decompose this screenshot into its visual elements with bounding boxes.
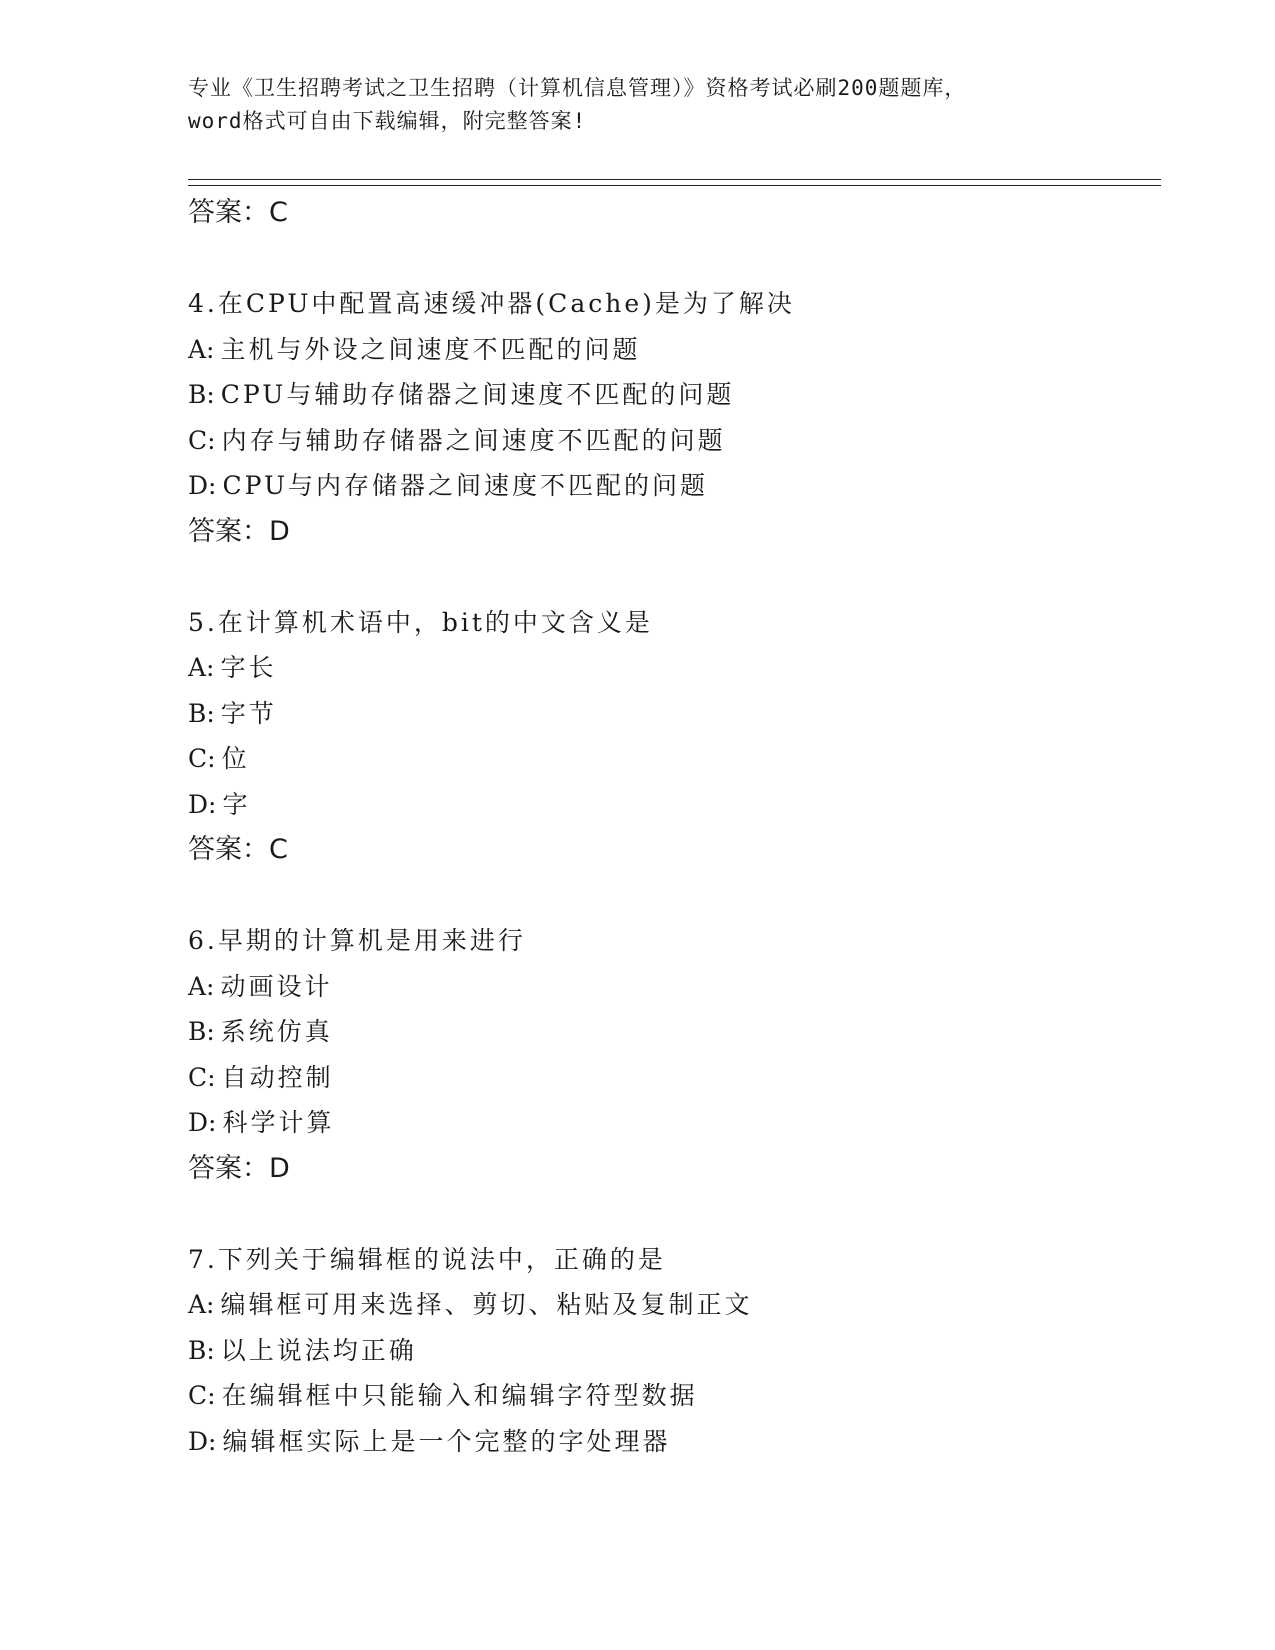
option-b <box>188 1009 1168 1055</box>
question-list <box>188 190 1168 1464</box>
option-b <box>188 372 1168 418</box>
option-text: 以上说法均正确 <box>220 1335 417 1365</box>
question-text: 4.在CPU中配置高速缓冲器(Cache)是为了解决 <box>188 289 795 318</box>
option-letter: A: <box>188 971 215 1001</box>
spacer <box>188 236 1168 281</box>
option-text: CPU与内存储器之间速度不匹配的问题 <box>222 471 709 500</box>
header-line-2: word格式可自由下载编辑，附完整答案! <box>188 109 587 133</box>
option-text: 字长 <box>220 653 277 682</box>
option-a <box>188 1282 1168 1328</box>
option-letter: D: <box>188 471 217 500</box>
option-c <box>188 418 1168 464</box>
option-letter: D: <box>188 789 217 819</box>
question-text: 6.早期的计算机是用来进行 <box>188 926 526 955</box>
option-text: 编辑框可用来选择、剪切、粘贴及复制正文 <box>220 1290 753 1319</box>
option-b <box>188 691 1168 737</box>
option-a <box>188 964 1168 1010</box>
answer-line: 答案：C <box>188 197 288 228</box>
option-text: 内存与辅助存储器之间速度不匹配的问题 <box>221 425 726 455</box>
header-line-1: 专业《卫生招聘考试之卫生招聘（计算机信息管理）》资格考试必刷200题题库， <box>188 76 967 100</box>
spacer <box>188 873 1168 918</box>
option-c <box>188 1055 1168 1101</box>
option-letter: D: <box>188 1108 217 1137</box>
question-block <box>188 918 1168 1192</box>
option-letter: A: <box>188 1290 215 1319</box>
option-text: 字节 <box>220 698 277 728</box>
question-block <box>188 281 1168 555</box>
option-text: 科学计算 <box>222 1108 335 1137</box>
spacer <box>188 555 1168 600</box>
option-letter: A: <box>188 653 215 682</box>
option-text: 编辑框实际上是一个完整的字处理器 <box>222 1426 671 1456</box>
question-block <box>188 1237 1168 1465</box>
answer-line: 答案：D <box>188 1152 290 1184</box>
option-text: 自动控制 <box>221 1062 334 1092</box>
option-letter: B: <box>188 1017 215 1046</box>
answer-line: 答案：D <box>188 515 290 547</box>
option-a <box>188 645 1168 691</box>
option-text: 动画设计 <box>220 971 333 1001</box>
option-d <box>188 782 1168 828</box>
option-c <box>188 1373 1168 1419</box>
option-b <box>188 1328 1168 1374</box>
option-text: 位 <box>221 744 250 773</box>
option-text: 在编辑框中只能输入和编辑字符型数据 <box>221 1381 698 1410</box>
option-text: 字 <box>222 789 251 819</box>
option-c <box>188 736 1168 782</box>
answer-line: 答案：C <box>188 834 288 865</box>
option-letter: B: <box>188 1335 215 1365</box>
option-letter: B: <box>188 380 215 409</box>
option-text: 主机与外设之间速度不匹配的问题 <box>220 334 641 364</box>
option-letter: C: <box>188 425 216 455</box>
option-d <box>188 1100 1168 1146</box>
header-divider-top <box>188 179 1161 180</box>
option-d <box>188 463 1168 509</box>
option-d <box>188 1419 1168 1465</box>
option-letter: D: <box>188 1426 217 1456</box>
option-letter: B: <box>188 698 215 728</box>
option-text: 系统仿真 <box>220 1017 333 1046</box>
question-text: 7.下列关于编辑框的说法中，正确的是 <box>188 1244 666 1274</box>
document-header <box>188 72 1088 138</box>
question-text: 5.在计算机术语中，bit的中文含义是 <box>188 607 653 637</box>
option-text: CPU与辅助存储器之间速度不匹配的问题 <box>220 380 735 409</box>
option-a <box>188 327 1168 373</box>
question-block <box>188 600 1168 874</box>
option-letter: C: <box>188 1381 216 1410</box>
header-divider-bottom <box>188 185 1161 186</box>
spacer <box>188 1192 1168 1237</box>
option-letter: A: <box>188 334 215 364</box>
option-letter: C: <box>188 744 216 773</box>
option-letter: C: <box>188 1062 216 1092</box>
